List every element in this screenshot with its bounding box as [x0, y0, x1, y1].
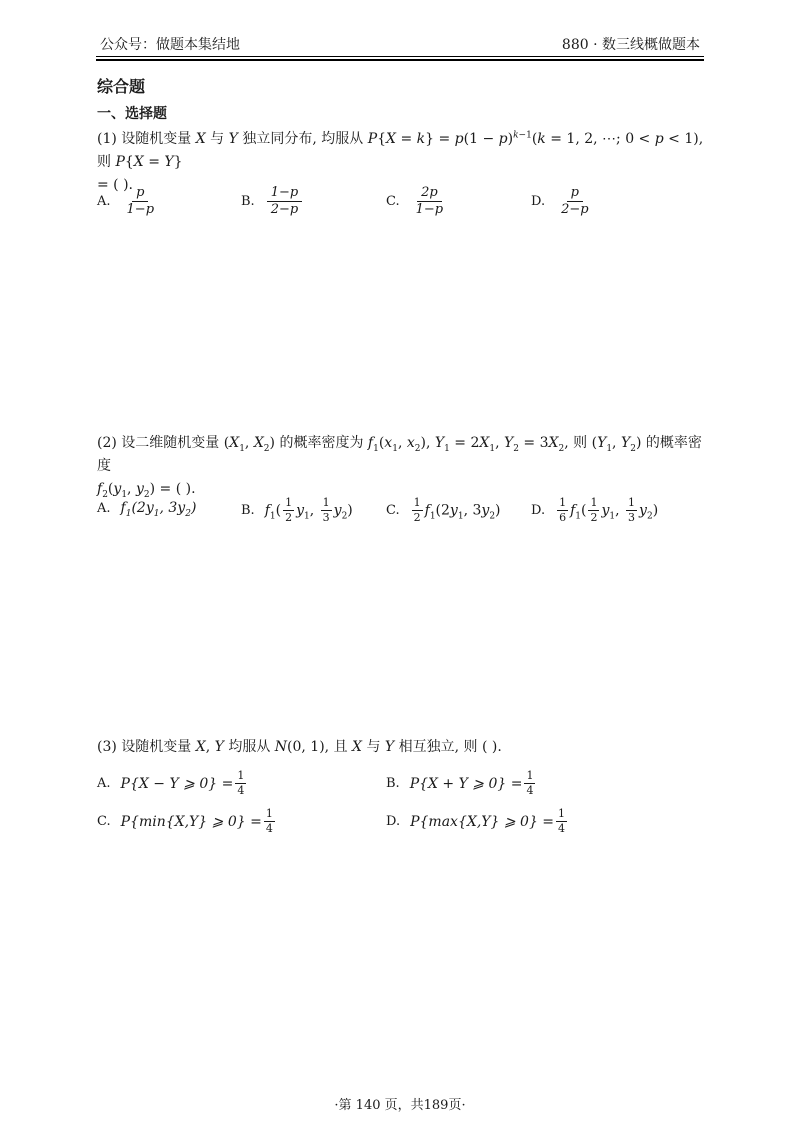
option-expression: $\frac{1}{2}$ $f_1(2y_1$, $3y_2$) [413, 496, 501, 524]
q2-text: 的概率密度为 [279, 435, 364, 451]
q3-math: N(0, 1) [274, 739, 325, 755]
option-fraction: $\frac{1-p}{2-p}$ [267, 186, 303, 217]
option-expression: P{min{X,Y} ⩾ 0} = [120, 813, 262, 830]
q1-text: 独立同分布, 均服从 [242, 131, 364, 147]
q1-text: 与 [210, 131, 225, 147]
option-label: D. [531, 503, 546, 518]
question-2 [97, 432, 707, 501]
q1-option-c[interactable] [386, 186, 449, 217]
option-label: D. [531, 194, 546, 209]
q2-math: $f_1(x_1$, $x_2$), $Y_1 = 2X_1$, $Y_2 = 3X_2$ [367, 435, 565, 454]
q2-math: ($X_1$, $X_2$) [223, 435, 275, 454]
option-label: C. [386, 194, 400, 209]
option-fraction: $\frac{1}{4}$ [526, 769, 534, 797]
q1-option-a[interactable] [97, 186, 160, 217]
option-label: A. [97, 776, 111, 791]
question-3 [97, 736, 707, 759]
q1-math: Y [228, 131, 238, 147]
q3-text: 相互独立, 则 ( ). [398, 739, 502, 755]
q2-math: $f_2(y_1$, $y_2$) [97, 481, 156, 500]
option-fraction: $\frac{p}{2-p}$ [561, 185, 589, 217]
option-fraction: $\frac{2p}{1-p}$ [415, 185, 444, 217]
q1-blank: = ( ). [97, 177, 134, 193]
option-expression: P{X + Y ⩾ 0} = [409, 775, 523, 792]
q1-text: 设随机变量 [121, 131, 192, 147]
q1-math: X [195, 131, 206, 147]
q2-option-a[interactable] [97, 500, 197, 519]
q3-math: Y [384, 739, 395, 755]
q3-option-c[interactable] [97, 808, 277, 835]
q1-number: (1) [97, 131, 117, 147]
q2-blank: = ( ). [159, 481, 196, 497]
q2-option-c[interactable] [386, 497, 501, 524]
option-fraction: $\frac{1}{4}$ [237, 769, 245, 797]
q2-number: (2) [97, 435, 117, 451]
option-label: C. [386, 503, 400, 518]
option-fraction: $\frac{1}{4}$ [558, 807, 566, 835]
option-label: D. [386, 814, 401, 829]
q3-text: , 且 [324, 739, 348, 755]
q1-text: , 则 [97, 131, 704, 170]
option-fraction: $\frac{1}{4}$ [265, 807, 273, 835]
option-fraction: $\frac{p}{1-p}$ [126, 185, 155, 217]
option-label: C. [97, 814, 111, 829]
header-rule-thin [96, 56, 704, 57]
q3-option-b[interactable] [386, 770, 537, 797]
subsection-title: 一、选择题 [97, 106, 167, 122]
q2-text: 的概率密度 [97, 435, 702, 474]
q3-math: X [352, 739, 362, 755]
header-right: 880 · 数三线概做题本 [561, 37, 700, 53]
q3-text: 均服从 [228, 739, 271, 755]
option-label: B. [241, 503, 255, 518]
section-title: 综合题 [97, 77, 146, 96]
page-footer: ·第 140 页，共189页· [334, 1098, 466, 1113]
option-label: A. [97, 194, 111, 209]
q3-number: (3) [97, 739, 117, 755]
q1-formula: $P\{X = k\} = p(1 - p)^{k-1}(k = 1$, 2, ⋯; 0 < p < 1) [367, 130, 699, 147]
q2-math: ($Y_1$, $Y_2$) [591, 435, 642, 454]
q3-text: 与 [366, 739, 381, 755]
q3-option-a[interactable] [97, 770, 248, 797]
option-expression: P{max{X,Y} ⩾ 0} = [410, 813, 555, 830]
q2-option-b[interactable] [241, 497, 353, 524]
option-label: B. [386, 776, 400, 791]
q3-math: X, Y [195, 739, 224, 755]
q3-text: 设随机变量 [121, 739, 192, 755]
header-rule-thick [96, 59, 704, 61]
q2-text: 设二维随机变量 [121, 435, 220, 451]
header-left: 公众号：做题本集结地 [100, 37, 240, 53]
q1-option-d[interactable] [531, 186, 595, 217]
option-expression: $f_1(2y_1$, $3y_2$) [120, 500, 197, 519]
page-header [100, 36, 700, 54]
q2-text: , 则 [564, 435, 588, 451]
option-expression: $\frac{1}{6}$ $f_1$( $\frac{1}{2}$ $y_1$, $\frac{1}{3}$ $y_2$) [559, 496, 659, 524]
q3-option-d[interactable] [386, 808, 569, 835]
option-label: B. [241, 194, 255, 209]
option-label: A. [97, 500, 111, 516]
option-expression: P{X − Y ⩾ 0} = [120, 775, 234, 792]
q1-target: P{X = Y} [115, 154, 183, 170]
q1-option-b[interactable] [241, 186, 304, 217]
q2-option-d[interactable] [531, 497, 658, 524]
option-expression: $f_1$( $\frac{1}{2}$ $y_1$, $\frac{1}{3}$ $y_2$) [264, 496, 353, 524]
